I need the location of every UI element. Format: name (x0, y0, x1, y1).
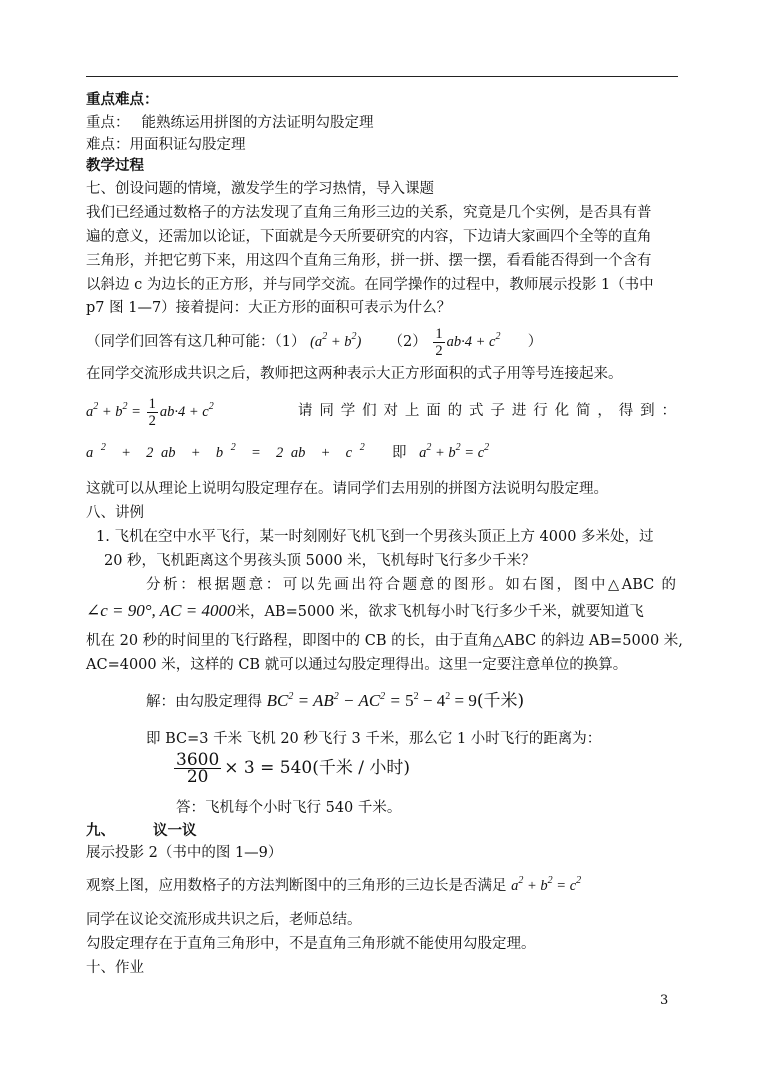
paragraph-line: 以斜边 c 为边长的正方形，并与同学交流。在同学操作的过程中，教师展示投影 1（书中 (86, 277, 654, 293)
analysis-text: 米，AB=5000 米，欲求飞机每小时飞行多少千米，就要知道飞 (235, 604, 644, 620)
answer-suffix: ） (527, 333, 543, 350)
formula-a2-plus-b2: $(a^2 + b^2)$ (310, 330, 362, 350)
paragraph-line: 在同学交流形成共识之后，教师把这两种表示大正方形面积的式子用等号连接起来。 (86, 366, 623, 382)
example-line: 20 秒，飞机距离这个男孩头顶 5000 米，飞机每时飞行多少千米？ (104, 553, 536, 569)
analysis-line (146, 575, 676, 595)
formula-bc-squared: $BC^2 = AB^2 - AC^2 = 5^2 - 4^2 = 9$ (266, 691, 477, 710)
simplified-equation-line (86, 443, 365, 463)
calc-denominator: 20 (186, 767, 209, 787)
solution-prefix: 解：由勾股定理得 (146, 694, 262, 710)
section-8-title: 八、讲例 (86, 505, 144, 521)
equation-line (86, 396, 214, 429)
analysis-line: 机在 20 秒的时间里的飞行路程，即图中的 CB 的长，由于直角△ABC 的斜边 AB=5000 米, (86, 633, 683, 649)
section-9-number: 九、 (86, 822, 115, 839)
paragraph-line: 同学在议论交流形成共识之后，老师总结。 (86, 912, 362, 928)
calc-fraction (174, 752, 221, 785)
key-point-text: 能熟练运用拼图的方法证明勾股定理 (141, 115, 374, 131)
answer-line: 答：飞机每个小时飞行 540 千米。 (176, 800, 402, 816)
observe-text: 观察上图，应用数格子的方法判断图中的三角形的三边长是否满足 (86, 878, 507, 894)
header-rule (86, 76, 678, 77)
paragraph-line: 我们已经通过数格子的方法发现了直角三角形三边的关系，究竟是几个实例，是否具有普 (86, 205, 652, 221)
formula-expanded: a $^2$ + 2 ab + b $^2$ = 2 ab + c $^2$ (86, 442, 365, 461)
calc-numerator: 3600 (176, 750, 220, 770)
formula-pythagorean: $a^2 + b^2 = c^2$ (419, 442, 490, 461)
heading-teaching-process: 教学过程 (86, 157, 144, 174)
difficulty-line: 难点：用面积证勾股定理 (86, 137, 246, 153)
paragraph-line: 勾股定理存在于直角三角形中，不是直角三角形就不能使用勾股定理。 (86, 936, 536, 952)
formula-pythagorean-check: $a^2 + b^2 = c^2$ (511, 875, 582, 894)
observe-line (86, 876, 581, 896)
analysis-line: AC=4000 米，这样的 CB 就可以通过勾股定理得出。这里一定要注意单位的换算。 (86, 657, 628, 673)
paragraph-line: 三角形，并把它剪下来，用这四个直角三角形，拼一拼、摆一摆，看看能否得到一个含有 (86, 253, 652, 269)
formula-equality: $a^2 + b^2$ = $\frac{1}{2}$ $ab\cdot 4 + c^2$ (86, 396, 214, 429)
paragraph-line: p7 图 1—7）接着提问：大正方形的面积可表示为什么？ (86, 300, 452, 316)
formula-angle-c: ∠c = 90°, AC = 4000 (86, 601, 236, 620)
analysis-line (86, 601, 644, 622)
simplify-text: 请 同 学 们 对 上 面 的 式 子 进 行 化 简 ， 得 到 ： (298, 403, 676, 419)
projection-2-line: 展示投影 2（书中的图 1—9） (86, 845, 283, 861)
page-number: 3 (660, 993, 669, 1008)
key-point-label: 重点： (86, 115, 130, 131)
key-point-line (86, 113, 374, 133)
calc-rest: × 3 = 540(千米 / 小时) (224, 758, 411, 778)
section-10-title: 十、作业 (86, 960, 144, 976)
bc-line: 即 BC=3 千米 飞机 20 秒飞行 3 千米，那么它 1 小时飞行的距离为： (146, 731, 602, 747)
analysis-text: 分析：根据题意：可以先画出符合题意的图形。如右图，图中△ABC 的 (146, 577, 676, 593)
solution-line (146, 691, 524, 712)
section-9-name: 议一议 (153, 822, 197, 839)
answer-option-2-label: （2） (388, 333, 427, 350)
paragraph-line: 遍的意义，还需加以论证，下面就是今天所要研究的内容，下边请大家画四个全等的直角 (86, 229, 652, 245)
result-line (392, 443, 489, 463)
section-7-title: 七、创设问题的情境，激发学生的学习热情，导入课题 (86, 181, 434, 197)
answer-options-line (86, 326, 542, 359)
example-line: 1. 飞机在空中水平飞行，某一时刻刚好飞机飞到一个男孩头顶正上方 4000 多米处，过 (96, 529, 654, 545)
heading-key-points: 重点难点： (86, 91, 159, 108)
calculation-line (172, 752, 410, 785)
answer-prefix: （同学们回答有这几种可能：（1） (86, 333, 306, 350)
paragraph-line: 这就可以从理论上说明勾股定理存在。请同学们去用别的拼图方法说明勾股定理。 (86, 481, 608, 497)
formula-half-ab-4-plus-c2: $\frac{1}{2}$ $ab\cdot 4 + c^2$ (435, 326, 501, 359)
ji-label: 即 (392, 445, 407, 461)
section-9-title (86, 821, 197, 841)
solution-unit: (千米) (476, 691, 525, 711)
simplify-instruction (298, 401, 676, 421)
